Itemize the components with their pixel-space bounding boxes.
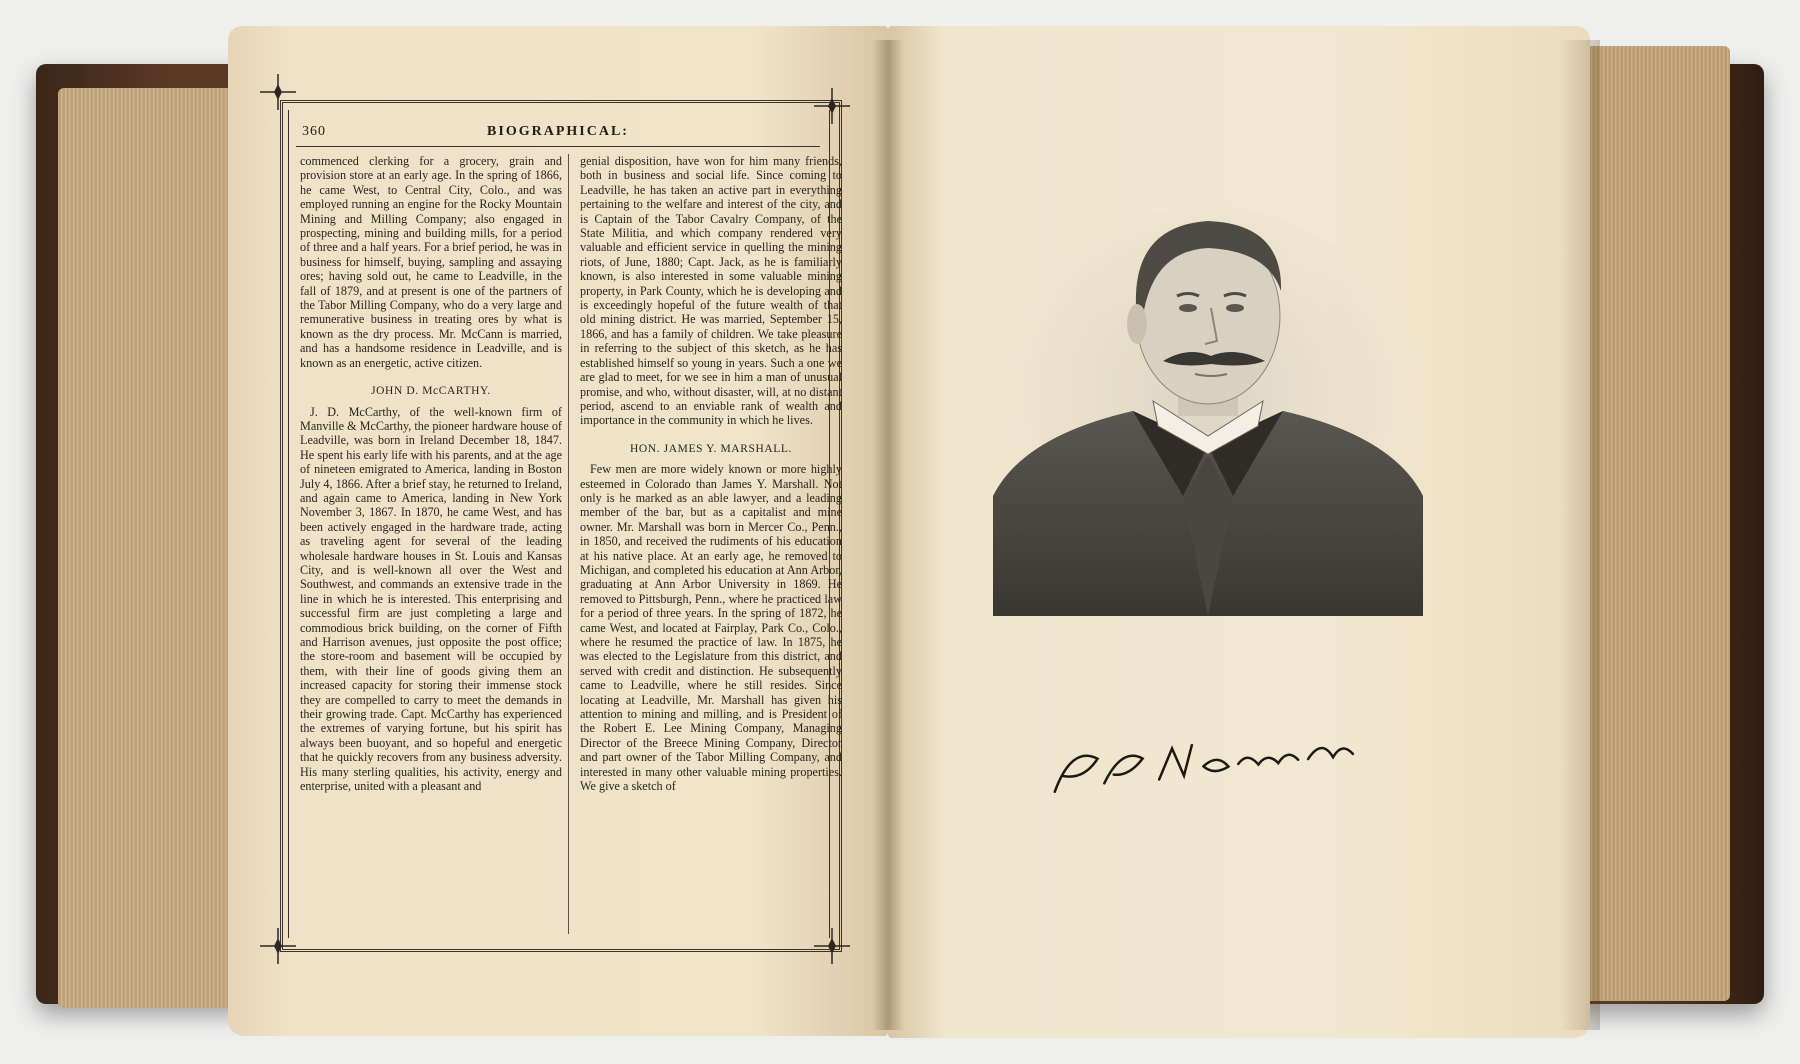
column-divider <box>568 154 569 934</box>
handwritten-signature <box>1041 715 1375 808</box>
section-heading: HON. JAMES Y. MARSHALL. <box>629 442 793 455</box>
paragraph: commenced clerking for a grocery, grain and provision store at an early age. In the spring of 1866, he came West, to Central City, Colo., and was employed running an engine for the Rocky Mountain Mining and Milling Company; also engaged in prospecting, mining and building mills, for a period of three and a half years. For a brief period, he was in business for himself, buying, sampling and assaying ores; having sold out, he came to Leadville, in the fall of 1879, and at present is one of the partners of the Tabor Milling Company, who do a very large and remunerative business in treating ores by what is known as the dry process. Mr. McCann is married, and has a handsome residence in Leadville, and is known as an energetic, active citizen. <box>300 154 562 370</box>
text-column-1 <box>300 154 562 793</box>
running-head <box>296 116 820 147</box>
signature-icon <box>1041 715 1375 808</box>
page-number: 360 <box>302 124 326 139</box>
page-shadow <box>1560 40 1600 1030</box>
right-page-edges <box>1580 46 1730 1001</box>
engraved-portrait-image <box>983 196 1433 626</box>
book-gutter <box>872 40 904 1030</box>
running-head-title: BIOGRAPHICAL: <box>487 124 629 139</box>
right-page <box>888 26 1590 1038</box>
left-page-edges <box>58 88 238 1008</box>
ornament-corner-icon <box>258 72 298 112</box>
ornament-corner-icon <box>258 926 298 966</box>
text-column-2 <box>580 154 842 793</box>
ornament-corner-icon <box>812 926 852 966</box>
paragraph: J. D. McCarthy, of the well-known firm of Manville & McCarthy, the pioneer hardware house of Leadville, was born in Ireland December 18, 1847. He spent his early life with his parents, and at the age of nineteen emigrated to America, landing in Boston July 4, 1866. After a brief stay, he returned to Ireland, and again came to America, landing in New York November 3, 1867. In 1870, he came West, and has been actively engaged in the hardware trade, acting as traveling agent for several of the leading wholesale hardware houses in St. Louis and Kansas City, and is well-known all over the West and Southwest, and commands an extensive trade in the line in which he is interested. This enterprising and successful firm are just completing a large and commodious brick building, on the corner of Fifth and Harrison avenues, just opposite the post office; the store-room and basement will be occupied by them, with their line of goods giving them an increased capacity for storing their immense stock they are compelled to carry to meet the demands in their growing trade. Capt. McCarthy has experienced the extremes of varying fortune, but his spirit has always been buoyant, and so hopeful and energetic that he quickly recovers from any business adversity. His many sterling qualities, his activity, energy and enterprise, united with a pleasant and <box>300 404 562 794</box>
paragraph: Few men are more widely known or more highly esteemed in Colorado than James Y. Marshall. Not only is he marked as an able lawyer, and a leading member of the bar, but as a capitalist and mine owner. Mr. Marshall was born in Mercer Co., Penn., in 1850, and received the rudiments of his education at his native place. At an early age, he removed to Michigan, and completed his education at Ann Arbor, graduating at Ann Arbor University in 1869. He removed to Pittsburgh, Penn., where he practiced law for a period of three years. In the spring of 1872, he came West, and located at Fairplay, Park Co., Colo., where he resumed the practice of law. In 1875, he was elected to the Legislature from this district, and served with credit and distinction. He subsequently came to Leadville, where he still resides. Since locating at Leadville, Mr. Marshall has given his attention to mining and milling, and is President of the Robert E. Lee Mining Company, Managing Director of the Breece Mining Company, Director and part owner of the Tabor Milling Company, and interested in many other valuable mining properties. We give a sketch of <box>580 462 842 794</box>
paragraph: genial disposition, have won for him many friends, both in business and social life. Since coming to Leadville, he has taken an active part in everything pertaining to the welfare and interest of the city, and is Captain of the Tabor Cavalry Company, of the State Militia, and which company rendered very valuable and efficient service in quelling the mining riots, of June, 1880; Capt. Jack, as he is familiarly known, is also interested in some valuable mining property, in Park County, which he is developing and is exceedingly hopeful of the future wealth of that old mining district. He was married, September 15, 1866, and has a family of children. We take pleasure in referring to the subject of this sketch, as he has established himself so young in years. Such a one we are glad to meet, for we see in him a man of unusual promise, and who, without disaster, will, at no distant period, ascend to an enviable rank of wealth and importance in the community in which he lives. <box>580 154 842 428</box>
section-heading: JOHN D. McCARTHY. <box>371 385 491 398</box>
left-page <box>228 26 888 1036</box>
